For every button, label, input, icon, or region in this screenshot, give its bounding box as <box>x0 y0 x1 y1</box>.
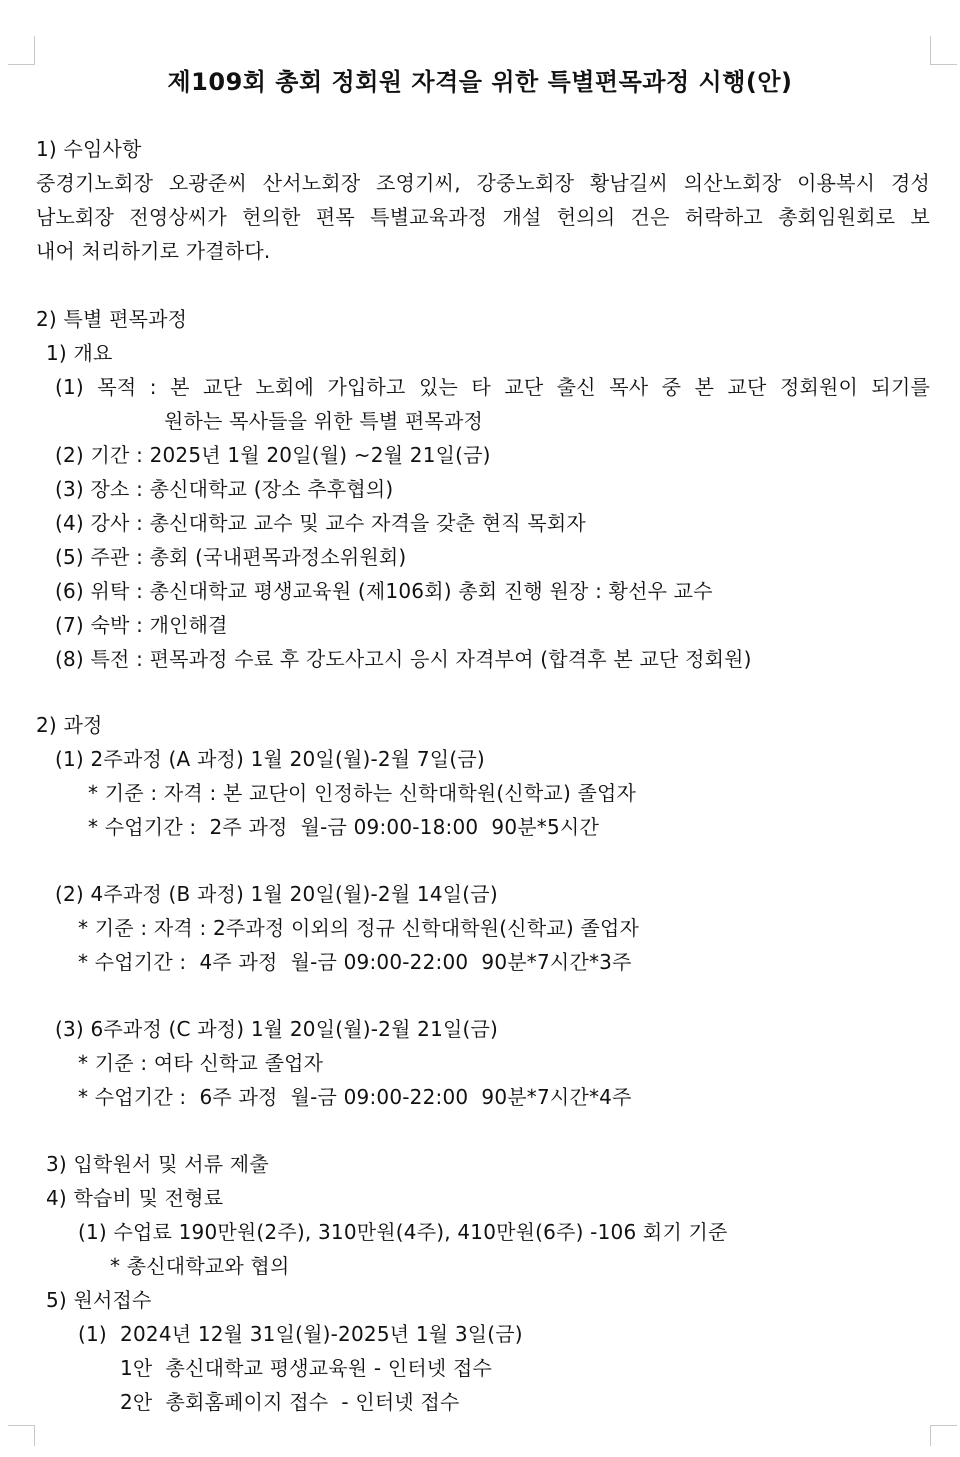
reception-period: (1) 2024년 12월 31일(월)-2025년 1월 3일(금) <box>78 1322 523 1346</box>
mandate-line-3: 내어 처리하기로 가결하다. <box>36 239 271 263</box>
section-heading-special-course: 2) 특별 편목과정 <box>36 307 188 331</box>
fees-tuition-note: * 총신대학교와 협의 <box>110 1254 290 1278</box>
course-c-schedule: * 수업기간 : 6주 과정 월-금 09:00-22:00 90분*7시간*4주 <box>78 1085 632 1109</box>
overview-lecturer: (4) 강사 : 총신대학교 교수 및 교수 자격을 갖춘 현직 목회자 <box>55 511 586 535</box>
section-heading-courses: 2) 과정 <box>36 713 103 737</box>
reception-option-2: 2안 총회홈페이지 접수 - 인터넷 접수 <box>120 1390 460 1414</box>
mandate-line-2: 남노회장 전영상씨가 헌의한 편목 특별교육과정 개설 헌의의 건은 허락하고 총회임원회로 보 <box>36 205 930 229</box>
course-b-title: (2) 4주과정 (B 과정) 1월 20일(월)-2월 14일(금) <box>55 882 498 906</box>
overview-purpose: (1) 목적 : 본 교단 노회에 가입하고 있는 타 교단 출신 목사 중 본 교단 정회원이 되기를 <box>55 375 930 399</box>
overview-period: (2) 기간 : 2025년 1월 20일(월) ~2월 21일(금) <box>55 443 491 467</box>
overview-lodging: (7) 숙박 : 개인해결 <box>55 613 228 637</box>
crop-mark-bottom-left <box>8 1425 35 1446</box>
section-heading-mandate: 1) 수임사항 <box>36 137 142 161</box>
overview-place: (3) 장소 : 총신대학교 (장소 추후협의) <box>55 477 394 501</box>
subsection-overview: 1) 개요 <box>46 341 113 365</box>
overview-commission: (6) 위탁 : 총신대학교 평생교육원 (제106회) 총회 진행 원장 : 황선우 교수 <box>55 579 713 603</box>
mandate-line-1: 중경기노회장 오광준씨 산서노회장 조영기씨, 강중노회장 황남길씨 의산노회장 이용복시 경성 <box>36 171 930 195</box>
crop-mark-top-left <box>8 36 35 65</box>
overview-purpose-cont: 원하는 목사들을 위한 특별 편목과정 <box>164 409 484 433</box>
overview-host: (5) 주관 : 총회 (국내편목과정소위원회) <box>55 545 407 569</box>
course-a-schedule: * 수업기간 : 2주 과정 월-금 09:00-18:00 90분*5시간 <box>88 815 599 839</box>
course-a-title: (1) 2주과정 (A 과정) 1월 20일(월)-2월 7일(금) <box>55 747 485 771</box>
course-b-criteria: * 기준 : 자격 : 2주과정 이외의 정규 신학대학원(신학교) 졸업자 <box>78 916 639 940</box>
section-reception: 5) 원서접수 <box>46 1288 152 1312</box>
course-a-criteria: * 기준 : 자격 : 본 교단이 인정하는 신학대학원(신학교) 졸업자 <box>88 781 637 805</box>
reception-option-1: 1안 총신대학교 평생교육원 - 인터넷 접수 <box>120 1356 493 1380</box>
crop-mark-top-right <box>930 36 957 65</box>
mandate-paragraph <box>36 166 930 234</box>
fees-tuition: (1) 수업료 190만원(2주), 310만원(4주), 410만원(6주) -106 회기 기준 <box>78 1220 728 1244</box>
course-c-title: (3) 6주과정 (C 과정) 1월 20일(월)-2월 21일(금) <box>55 1017 499 1041</box>
section-fees: 4) 학습비 및 전형료 <box>46 1186 224 1210</box>
course-c-criteria: * 기준 : 여타 신학교 졸업자 <box>78 1051 324 1075</box>
overview-benefit: (8) 특전 : 편목과정 수료 후 강도사고시 응시 자격부여 (합격후 본 교단 정회원) <box>55 647 752 671</box>
crop-mark-bottom-right <box>930 1425 957 1446</box>
section-application: 3) 입학원서 및 서류 제출 <box>46 1152 269 1176</box>
document-title: 제109회 총회 정회원 자격을 위한 특별편목과정 시행(안) <box>167 68 793 96</box>
course-b-schedule: * 수업기간 : 4주 과정 월-금 09:00-22:00 90분*7시간*3주 <box>78 950 632 974</box>
